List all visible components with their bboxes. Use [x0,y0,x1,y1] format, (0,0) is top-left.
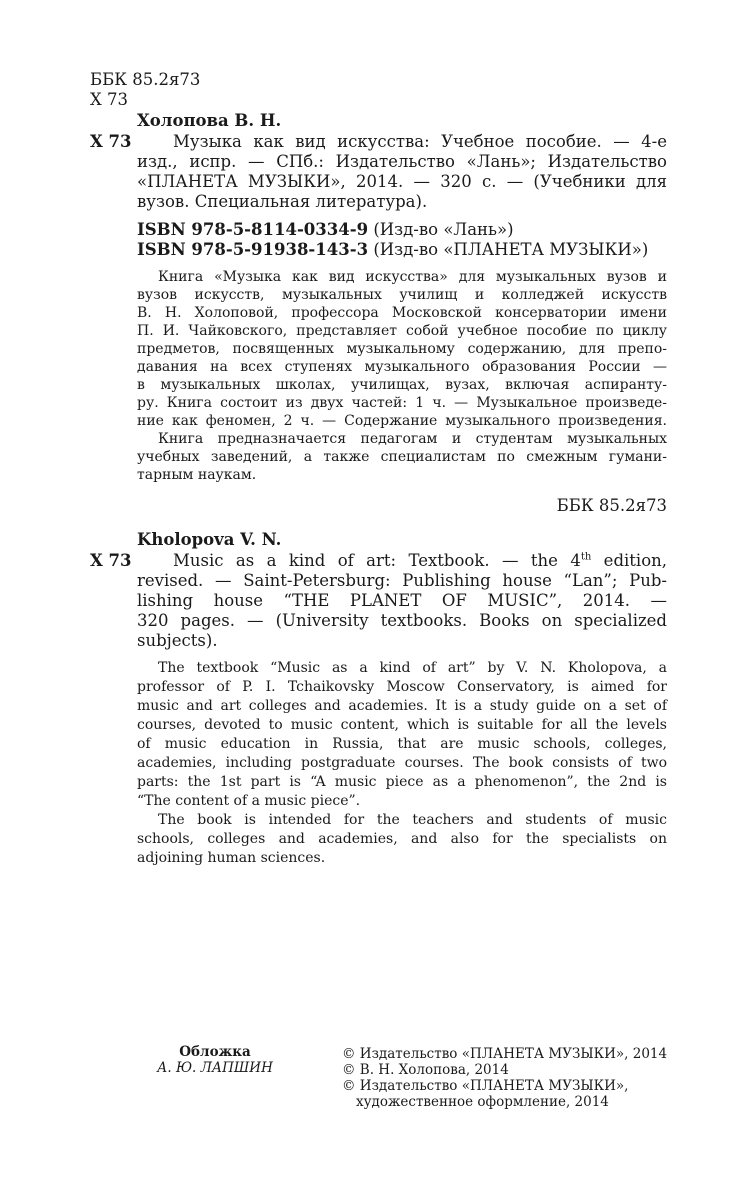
cover-label: Обложка [179,1044,251,1060]
copyright-line: художественное оформление, 2014 [356,1094,609,1110]
annotation-line-en: schools, colleges and academies, and also for the specialists on [137,831,667,847]
annotation-line-ru: ние как феномен, 2 ч. — Содержание музыкального произведения. [137,413,667,429]
annotation-line-en: parts: the 1st part is “A music piece as a phenomenon”, the 2nd is [137,774,667,790]
isbn-number: ISBN 978-5-8114-0334-9 [137,220,369,239]
title-line-en: lishing house “THE PLANET OF MUSIC”, 2014. — [137,591,667,610]
title-line-en [173,551,667,571]
annotation-line-ru: Книга «Музыка как вид искусства» для музыкальных вузов и [158,269,667,285]
annotation-line-en: “The content of a music piece”. [137,793,361,809]
annotation-line-en: courses, devoted to music content, which is suitable for all the levels [137,717,667,733]
title-text: Music as a kind of art: Textbook. — the 4 [173,551,581,570]
annotation-line-ru: Книга предназначается педагогам и студентам музыкальных [158,431,667,447]
title-line-en: 320 pages. — (University textbooks. Books on specialized [137,611,667,630]
entry-code-en: Х 73 [90,551,132,570]
copyright-line: © В. Н. Холопова, 2014 [342,1062,509,1078]
annotation-line-ru: тарным наукам. [137,467,257,483]
bbk-code-bottom: ББК 85.2я73 [556,496,667,515]
author-name-ru: Холопова В. Н. [137,111,282,130]
title-line-en: subjects). [137,631,218,650]
isbn-lan [137,220,514,240]
title-line-ru: вузов. Специальная литература). [137,192,428,211]
annotation-line-ru: П. И. Чайковского, представляет собой учебное пособие по циклу [137,323,667,339]
annotation-line-en: The textbook “Music as a kind of art” by V. N. Kholopova, a [158,660,667,676]
title-text: edition, [591,551,668,570]
title-line-ru: изд., испр. — СПб.: Издательство «Лань»; Издательство [137,152,667,171]
annotation-line-en: The book is intended for the teachers and students of music [158,812,667,828]
isbn-planeta [137,240,648,260]
title-line-ru: Музыка как вид искусства: Учебное пособие. — 4-е [173,132,667,151]
annotation-line-ru: учебных заведений, а также специалистам по смежным гумани- [137,449,667,465]
annotation-line-en: professor of P. I. Tchaikovsky Moscow Conservatory, is aimed for [137,679,667,695]
title-line-ru: «ПЛАНЕТА МУЗЫКИ», 2014. — 320 с. — (Учебники для [137,172,667,191]
bbk-code-top: ББК 85.2я73 [90,70,201,89]
copyright-line: © Издательство «ПЛАНЕТА МУЗЫКИ», [342,1078,629,1094]
copyright-line: © Издательство «ПЛАНЕТА МУЗЫКИ», 2014 [342,1046,668,1062]
author-code-top: Х 73 [90,90,128,109]
entry-code-ru: Х 73 [90,132,132,151]
annotation-line-ru: в музыкальных школах, училищах, вузах, включая аспиранту- [137,377,667,393]
annotation-line-ru: В. Н. Холоповой, профессора Московской консерватории имени [137,305,667,321]
title-line-en: revised. — Saint-Petersburg: Publishing house “Lan”; Pub- [137,571,667,590]
annotation-line-en: of music education in Russia, that are music schools, colleges, [137,736,667,752]
isbn-number: ISBN 978-5-91938-143-3 [137,240,369,259]
annotation-line-ru: предметов, посвященных музыкальному содержанию, для препо- [137,341,667,357]
isbn-publisher: (Изд-во «Лань») [373,220,514,239]
cover-artist: А. Ю. ЛАПШИН [157,1060,273,1076]
annotation-line-en: academies, including postgraduate courses. The book consists of two [137,755,667,771]
ordinal-suffix: th [580,551,592,563]
annotation-line-en: music and art colleges and academies. It is a study guide on a set of [137,698,667,714]
isbn-publisher: (Изд-во «ПЛАНЕТА МУЗЫКИ») [373,240,649,259]
author-name-en: Kholopova V. N. [137,530,282,549]
annotation-line-ru: вузов искусств, музыкальных училищ и колледжей искусств [137,287,667,303]
annotation-line-en: adjoining human sciences. [137,850,326,866]
annotation-line-ru: давания на всех ступенях музыкального образования России — [137,359,667,375]
annotation-line-ru: ру. Книга состоит из двух частей: 1 ч. — Музыкальное произведе- [137,395,667,411]
